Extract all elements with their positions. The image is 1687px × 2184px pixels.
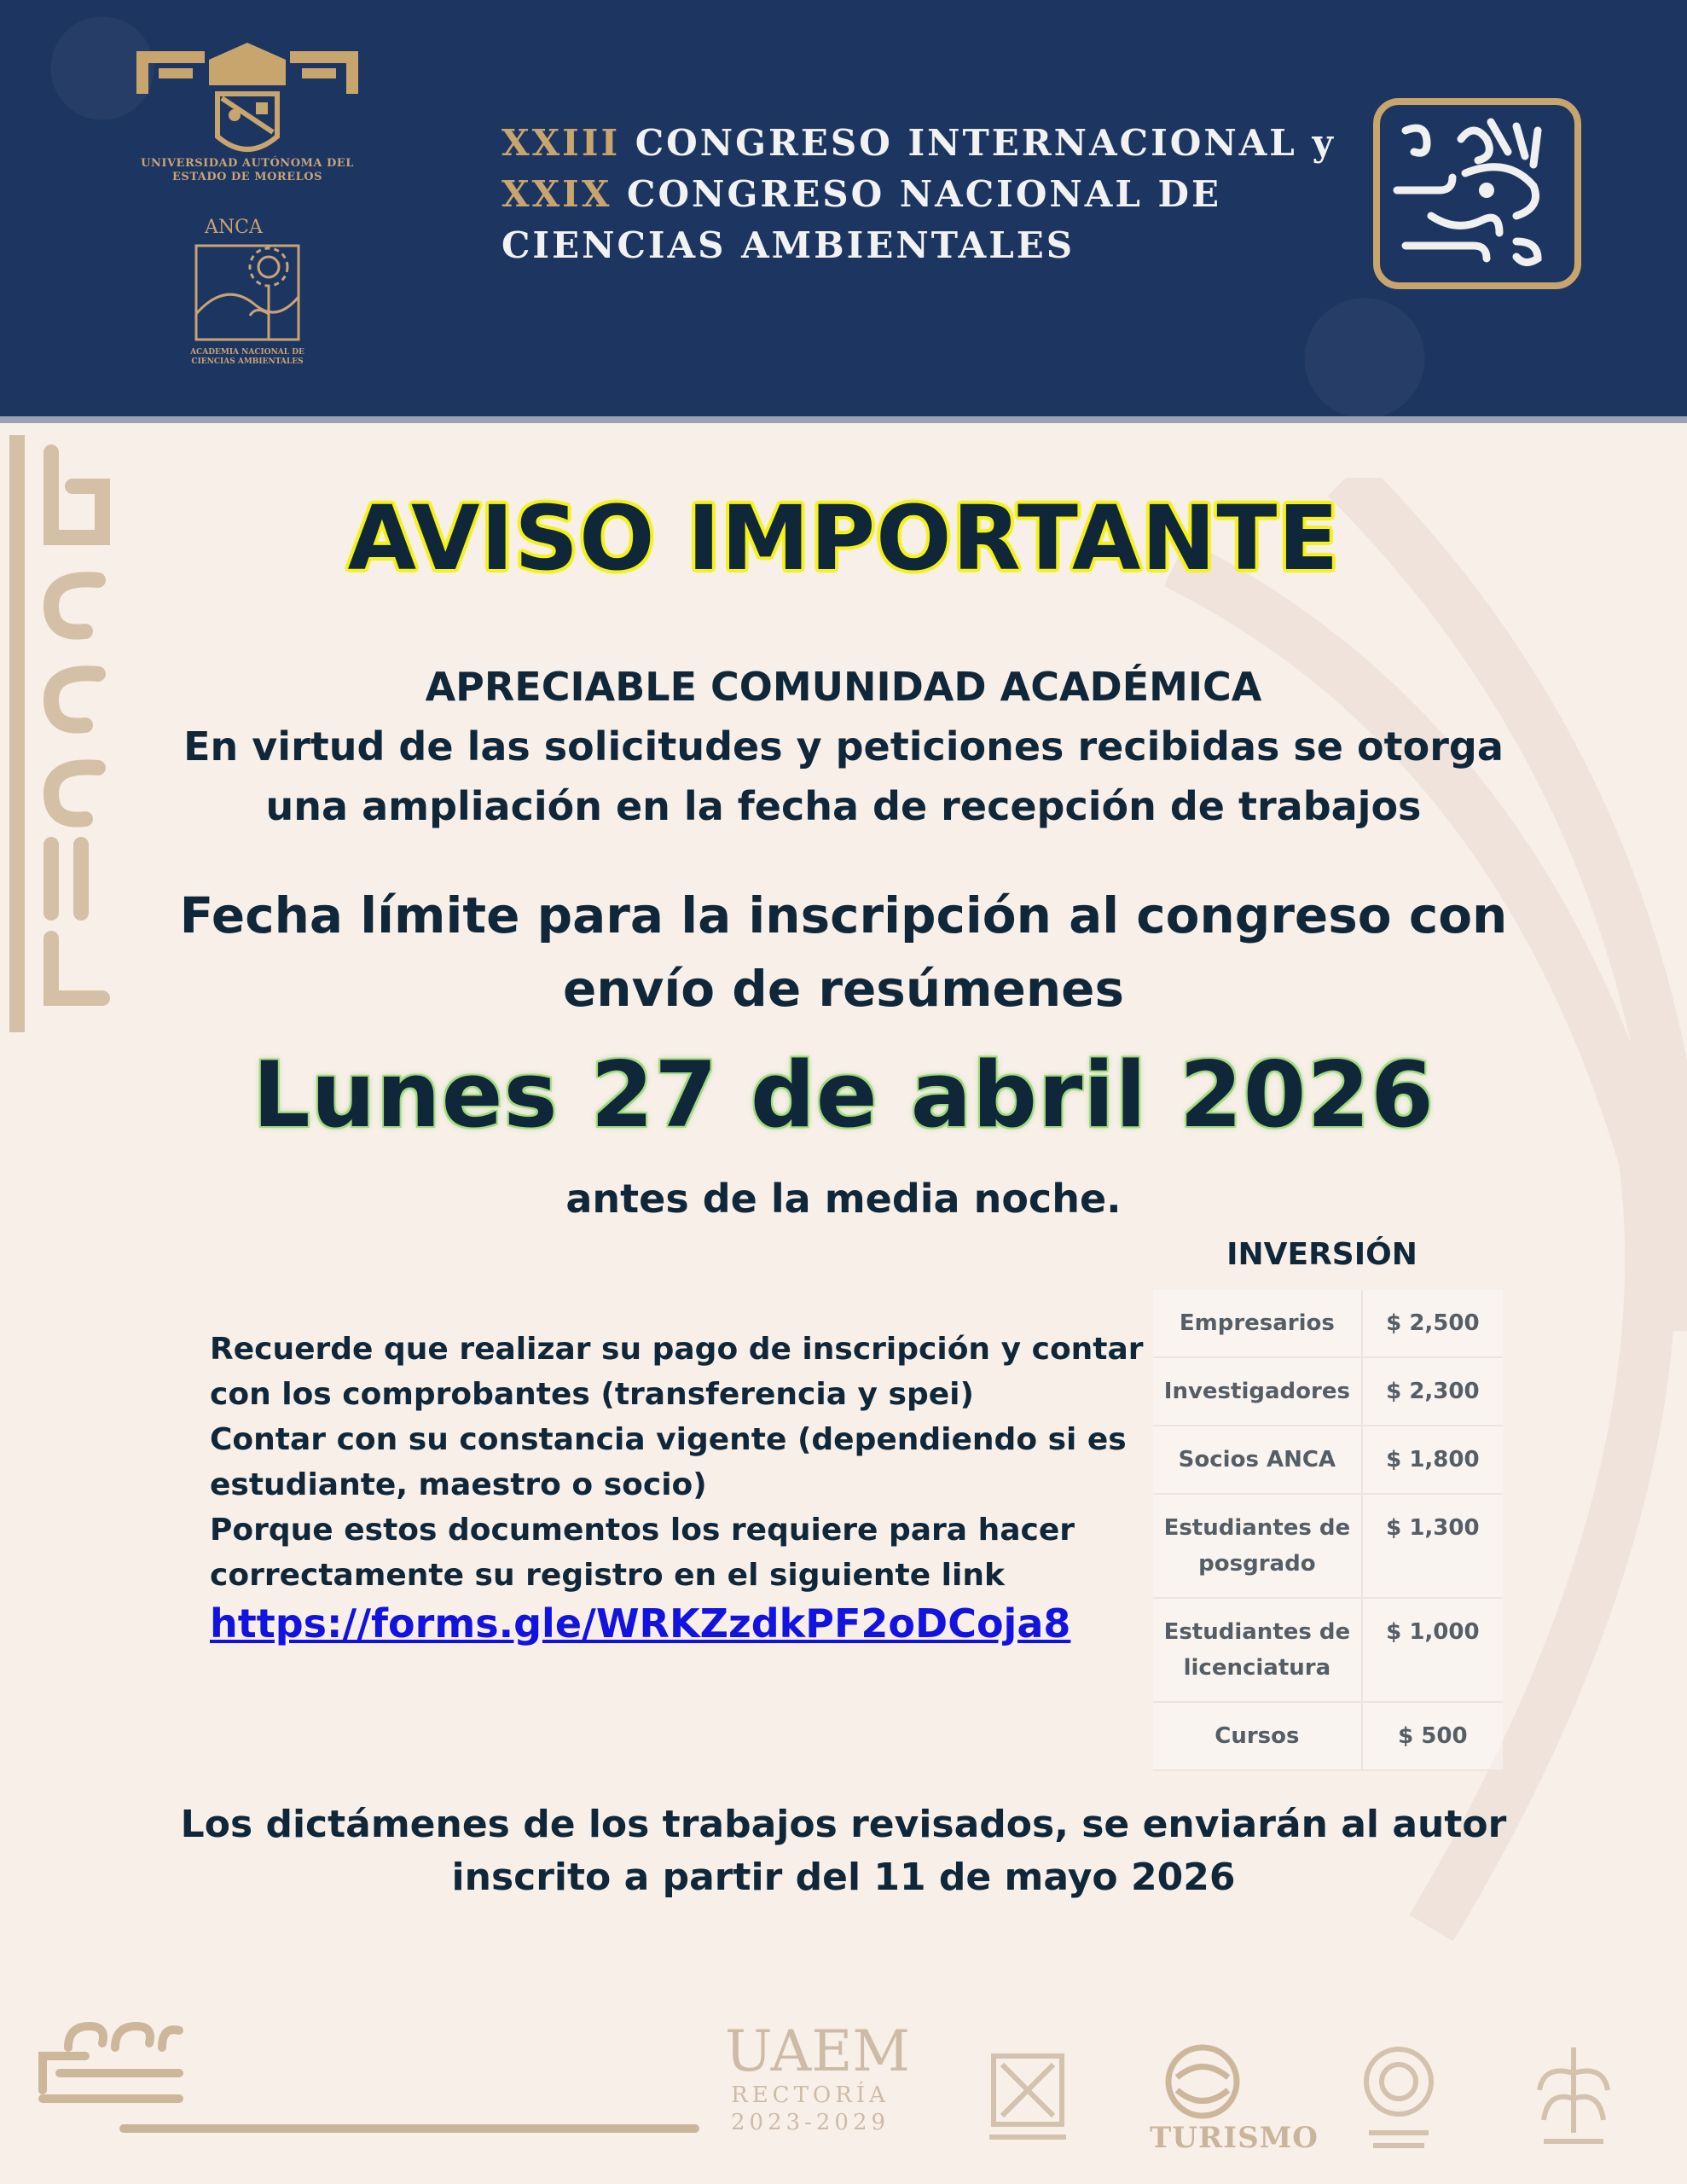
instruction-line: Contar con su constancia vigente (dependiendo si es <box>210 1422 1127 1457</box>
uaem-wordmark: UAEM <box>725 2018 911 2084</box>
title-roman-2: XXIX <box>501 173 612 215</box>
table-row <box>1153 1494 1503 1598</box>
before-midnight-note: antes de la media noche. <box>565 1176 1122 1222</box>
header-banner <box>0 0 1687 420</box>
heading-aviso-importante: AVISO IMPORTANTE <box>347 486 1340 590</box>
footer-divider <box>119 2124 699 2133</box>
congress-title <box>501 118 1354 271</box>
instruction-line: Porque estos documentos los requiere para hacer <box>210 1513 1075 1548</box>
table-row <box>1153 1702 1503 1770</box>
turismo-label: TURISMO <box>1150 2121 1319 2155</box>
rectoria-period: 2023-2029 <box>730 2110 890 2135</box>
deadline-line-2: envío de resúmenes <box>562 960 1125 1018</box>
deer-emblem-icon <box>1373 98 1581 289</box>
investment-category: Cursos <box>1153 1702 1362 1770</box>
investment-category: Socios ANCA <box>1153 1426 1362 1494</box>
registration-form-link[interactable]: https://forms.gle/WRKZzdkPF2oDCoja8 <box>210 1600 1071 1647</box>
instruction-line: con los comprobantes (transferencia y spei) <box>210 1377 974 1412</box>
investment-category: Empresarios <box>1153 1290 1362 1357</box>
title-text-2: CONGRESO NACIONAL DE <box>612 173 1221 215</box>
investment-category: Investigadores <box>1153 1357 1362 1426</box>
investment-price: $ 500 <box>1362 1702 1503 1770</box>
instruction-line: estudiante, maestro o socio) <box>210 1467 707 1502</box>
investment-category: Estudiantes de posgrado <box>1153 1494 1362 1598</box>
deadline-date: Lunes 27 de abril 2026 <box>252 1043 1435 1147</box>
header-divider <box>0 416 1687 423</box>
instruction-line: correctamente su registro en el siguiente link <box>210 1558 1005 1593</box>
investment-price: $ 1,000 <box>1362 1598 1503 1702</box>
investment-price: $ 1,300 <box>1362 1494 1503 1598</box>
title-line-1 <box>501 118 1354 169</box>
investment-table <box>1153 1290 1503 1771</box>
deer-glyph-icon <box>1380 105 1574 282</box>
title-line-3: CIENCIAS AMBIENTALES <box>501 224 1075 266</box>
table-row <box>1153 1290 1503 1357</box>
intro-line-1: APRECIABLE COMUNIDAD ACADÉMICA <box>425 664 1262 710</box>
rectoria-label: RECTORÍA <box>731 2082 890 2108</box>
faculty-seal-icon <box>972 2039 1083 2158</box>
intro-line-3: una ampliación en la fecha de recepción de trabajos <box>265 783 1422 829</box>
table-row <box>1153 1426 1503 1494</box>
instruction-line: Recuerde que realizar su pago de inscripción y contar <box>210 1332 1144 1367</box>
footer-fret-decoration-icon <box>34 2013 188 2107</box>
investment-category: Estudiantes de licenciatura <box>1153 1598 1362 1702</box>
anca-caption: ACADEMIA NACIONAL DE CIENCIAS AMBIENTALES <box>190 348 304 366</box>
footer-note-line-1: Los dictámenes de los trabajos revisados, se enviarán al autor <box>180 1803 1507 1846</box>
intro-block <box>0 657 1687 836</box>
title-roman-1: XXIII <box>501 122 621 164</box>
review-results-note <box>0 1798 1687 1904</box>
registration-instructions <box>210 1327 1148 1647</box>
agriculture-seal-icon <box>1518 2039 1629 2158</box>
biology-school-seal-icon <box>1343 2039 1454 2158</box>
uaem-rectoria-logo <box>725 2018 911 2136</box>
investment-price: $ 2,500 <box>1362 1290 1503 1357</box>
deadline-label <box>0 879 1687 1025</box>
uaem-caption: UNIVERSIDAD AUTÓNOMA DEL ESTADO DE MORELOS <box>141 157 354 183</box>
intro-line-2: En virtud de las solicitudes y peticiones recibidas se otorga <box>183 723 1504 770</box>
investment-title: INVERSIÓN <box>1226 1237 1417 1272</box>
footer-note-line-2: inscrito a partir del 11 de mayo 2026 <box>451 1856 1236 1899</box>
title-line-2 <box>501 169 1354 220</box>
investment-price: $ 1,800 <box>1362 1426 1503 1494</box>
investment-price: $ 2,300 <box>1362 1357 1503 1426</box>
anca-label: ANCA <box>205 217 263 238</box>
deadline-line-1: Fecha límite para la inscripción al congreso con <box>179 886 1508 944</box>
table-row <box>1153 1357 1503 1426</box>
title-text-1: CONGRESO INTERNACIONAL y <box>620 122 1336 164</box>
table-row <box>1153 1598 1503 1702</box>
